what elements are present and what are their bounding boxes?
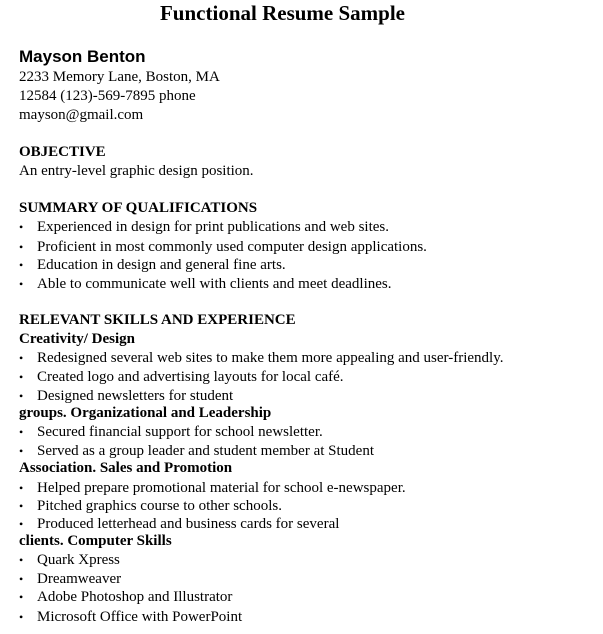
candidate-name: Mayson Benton — [19, 47, 146, 66]
bullet-icon: • — [19, 610, 24, 624]
bullet-icon: • — [19, 389, 24, 403]
bullet-icon: • — [19, 351, 24, 365]
bullet-icon: • — [19, 553, 24, 567]
email: mayson@gmail.com — [19, 107, 144, 123]
bullet-icon: • — [19, 220, 24, 234]
bullet-icon: • — [19, 499, 24, 513]
bullet-icon: • — [19, 572, 24, 586]
address: 2233 Memory Lane, Boston, MA — [19, 69, 220, 85]
document-title: Functional Resume Sample — [159, 1, 405, 25]
bullet-icon: • — [19, 240, 24, 254]
bullet-icon: • — [19, 590, 24, 604]
phone: 12584 (123)-569-7895 phone — [19, 88, 196, 104]
objective-text: An entry-level graphic design position. — [19, 163, 254, 179]
skill-group-label: Association. Sales and Promotion — [19, 460, 233, 476]
bullet-icon: • — [19, 444, 24, 458]
bullet-icon: • — [19, 425, 24, 439]
bullet-icon: • — [19, 517, 24, 531]
bullet-icon: • — [19, 481, 24, 495]
objective-heading: OBJECTIVE — [19, 144, 106, 160]
skills-heading: RELEVANT SKILLS AND EXPERIENCE — [19, 312, 296, 328]
bullet-icon: • — [19, 370, 24, 384]
bullet-icon: • — [19, 258, 24, 272]
skill-group-label: Creativity/ Design — [19, 331, 135, 347]
summary-heading: SUMMARY OF QUALIFICATIONS — [19, 200, 258, 216]
skill-group-label: groups. Organizational and Leadership — [19, 405, 272, 421]
skill-group-label: clients. Computer Skills — [19, 533, 172, 549]
bullet-icon: • — [19, 277, 24, 291]
